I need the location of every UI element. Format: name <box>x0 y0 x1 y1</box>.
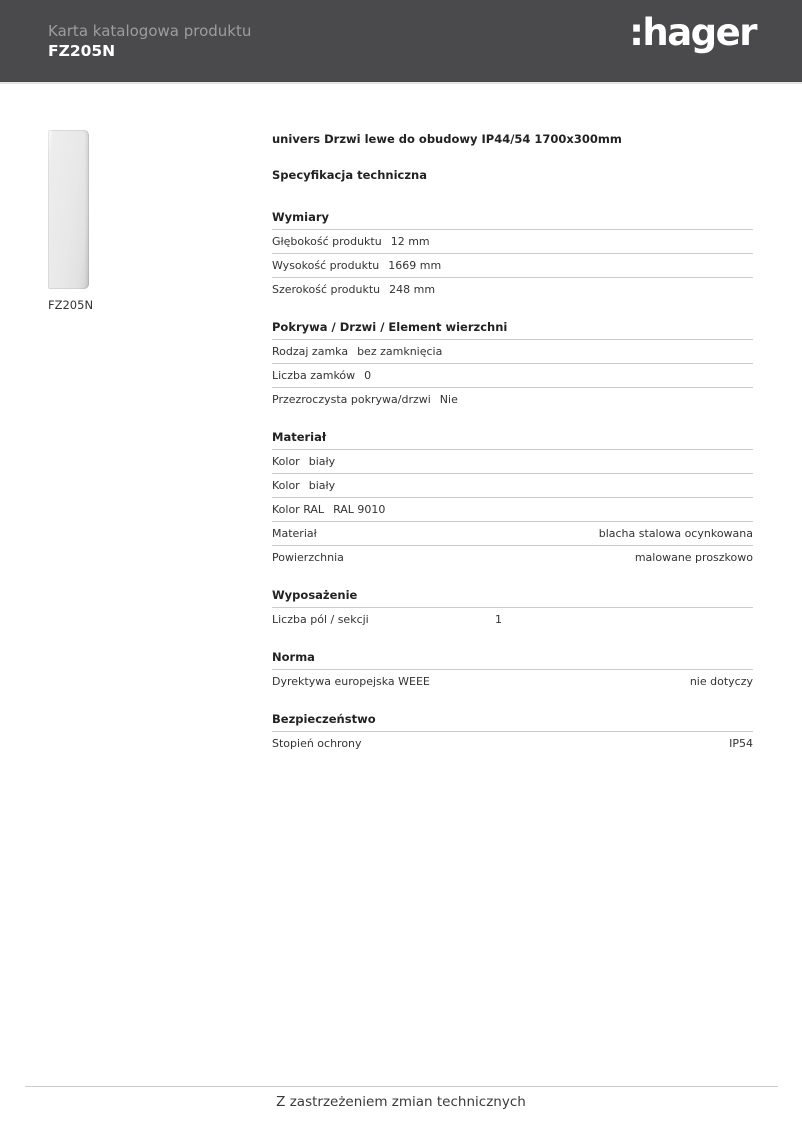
spec-row-label: Rodzaj zamka <box>272 345 349 358</box>
spec-row-label: Materiał <box>272 527 317 540</box>
spec-row <box>272 546 753 569</box>
spec-row-value: RAL 9010 <box>333 503 386 516</box>
spec-row-label: Przezroczysta pokrywa/drzwi <box>272 393 431 406</box>
spec-row-label: Głębokość produktu <box>272 235 382 248</box>
section-norma <box>272 651 753 693</box>
product-image-caption: FZ205N <box>48 298 94 312</box>
spec-row-label: Szerokość produktu <box>272 283 381 296</box>
spec-row <box>272 670 753 693</box>
spec-row-value: biały <box>308 455 336 468</box>
spec-row-value: biały <box>308 479 336 492</box>
spec-row <box>272 522 753 546</box>
product-code: FZ205N <box>48 42 116 60</box>
spec-row-label: Kolor <box>272 455 300 468</box>
spec-row-label: Powierzchnia <box>272 551 344 564</box>
spec-heading: Specyfikacja techniczna <box>272 168 427 182</box>
section-bezpieczenstwo <box>272 713 753 755</box>
spec-row-label: Liczba zamków <box>272 369 356 382</box>
spec-row-value: blacha stalowa ocynkowana <box>598 527 753 540</box>
spec-row <box>272 474 753 498</box>
spec-row <box>272 608 753 631</box>
spec-row <box>272 278 753 301</box>
spec-row <box>272 254 753 278</box>
spec-row-label: Wysokość produktu <box>272 259 380 272</box>
spec-row-label: Kolor <box>272 479 300 492</box>
section-material <box>272 431 753 569</box>
document-type-label: Karta katalogowa produktu <box>48 22 252 40</box>
section-pokrywa <box>272 321 753 411</box>
section-wyposazenie <box>272 589 753 631</box>
section-title: Bezpieczeństwo <box>272 713 753 732</box>
spec-column <box>272 0 753 755</box>
product-image <box>48 130 89 289</box>
footer-divider <box>25 1086 778 1087</box>
hager-logo: :hager <box>629 11 756 54</box>
header-text-block <box>48 22 251 61</box>
spec-row-value: 0 <box>364 369 372 382</box>
spec-row <box>272 732 753 755</box>
product-figure <box>48 130 94 312</box>
product-title: univers Drzwi lewe do obudowy IP44/54 1700x300mm <box>272 132 622 146</box>
spec-row-value: IP54 <box>729 737 753 750</box>
spec-row <box>272 230 753 254</box>
spec-row <box>272 340 753 364</box>
spec-row-value: malowane proszkowo <box>634 551 753 564</box>
spec-row-value: bez zamknięcia <box>357 345 443 358</box>
spec-row-label: Kolor RAL <box>272 503 325 516</box>
spec-row-value: Nie <box>439 393 458 406</box>
section-title: Pokrywa / Drzwi / Element wierzchni <box>272 321 753 340</box>
section-title: Materiał <box>272 431 753 450</box>
spec-row <box>272 364 753 388</box>
spec-row-value: 1 <box>495 613 502 626</box>
spec-row-value: nie dotyczy <box>689 675 753 688</box>
spec-row-value: 248 mm <box>389 283 436 296</box>
spec-row <box>272 388 753 411</box>
spec-row <box>272 450 753 474</box>
spec-row-label: Dyrektywa europejska WEEE <box>272 675 430 688</box>
spec-row-label: Stopień ochrony <box>272 737 362 750</box>
spec-row-value: 1669 mm <box>388 259 442 272</box>
section-title: Norma <box>272 651 753 670</box>
spec-row-value: 12 mm <box>390 235 430 248</box>
section-title: Wyposażenie <box>272 589 753 608</box>
section-title: Wymiary <box>272 211 753 230</box>
spec-row-label: Liczba pól / sekcji <box>272 613 369 626</box>
footer-note: Z zastrzeżeniem zmian technicznych <box>276 1094 526 1110</box>
section-wymiary <box>272 211 753 301</box>
spec-row <box>272 498 753 522</box>
